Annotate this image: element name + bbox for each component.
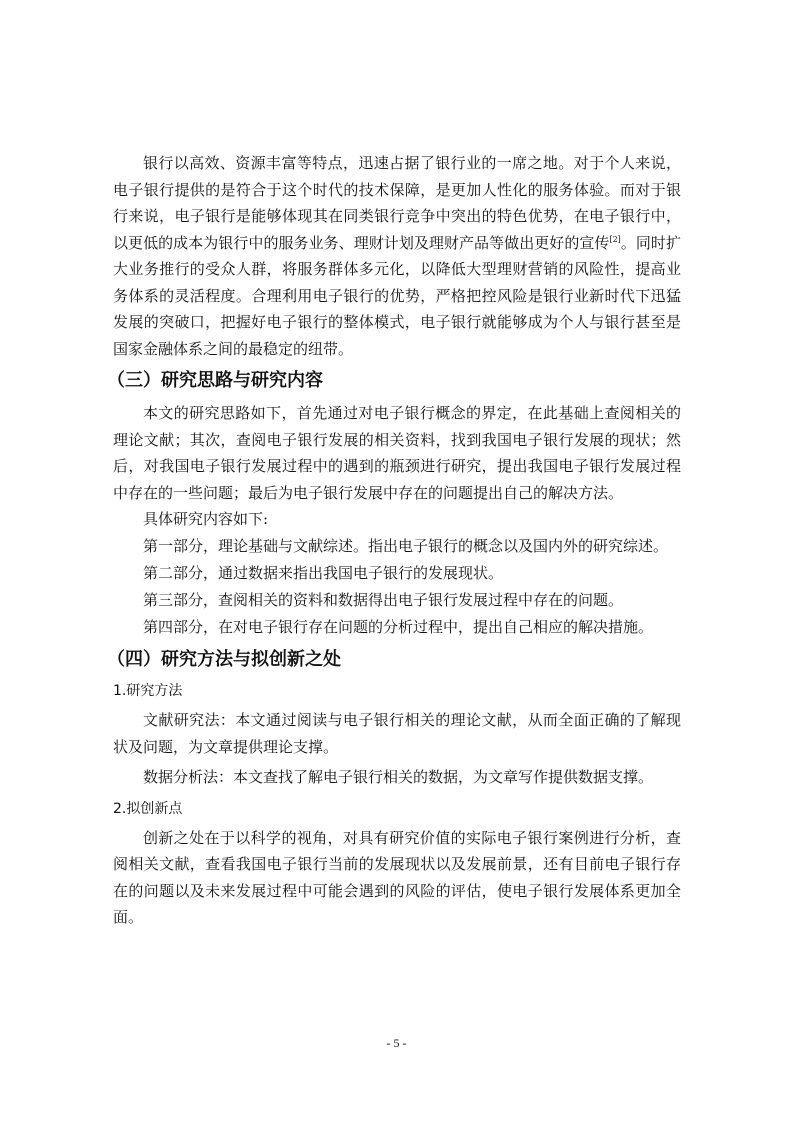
research-approach-paragraph: 本文的研究思路如下，首先通过对电子银行概念的界定，在此基础上查阅相关的理论文献；其次，查阅电子银行发展的相关资料，找到我国电子银行发展的现状；然后，对我国电子银行发展过程中的遇到的瓶颈进行研究，提出我国电子银行发展过程中存在的一些问题；最后为电子银行发展中存在的问题提出自己的解决方法。 [113, 404, 681, 502]
section-heading-3: （三）研究思路与研究内容 [107, 370, 323, 391]
subsection-heading-innovation: 2.拟创新点 [113, 800, 183, 817]
intro-text-cont: 。同时扩大业务推行的受众人群，将服务群体多元化，以降低大型理财营销的风险性，提高业务体系的灵活程度。合理利用电子银行的优势，严格把控风险是银行业新时代下迅猛发展的突破口，把握好电子银行的整体模式，电子银行就能够成为个人与银行甚至是国家金融体系之间的最稳定的纽带。 [113, 233, 681, 358]
list-item: 第一部分，理论基础与文献综述。指出电子银行的概念以及国内外的研究综述。 [143, 537, 669, 555]
innovation-paragraph: 创新之处在于以科学的视角，对具有研究价值的实际电子银行案例进行分析，查阅相关文献，查看我国电子银行当前的发展现状以及发展前景，还有目前电子银行存在的问题以及未来发展过程中可能会遇到的风险的评估，使电子银行发展体系更加全面。 [113, 828, 681, 926]
method-paragraph: 数据分析法：本文查找了解电子银行相关的数据，为文章写作提供数据支撑。 [143, 768, 654, 786]
intro-text: 银行以高效、资源丰富等特点，迅速占据了银行业的一席之地。对于个人来说，电子银行提供的是符合于这个时代的技术保障，是更加人性化的服务体验。而对于银行来说，电子银行是能够体现其在同类银行竞争中突出的特色优势，在电子银行中，以更低的成本为银行中的服务业务、理财计划及理财产品等做出更好的宣传 [113, 154, 681, 252]
intro-paragraph [113, 150, 681, 362]
list-item: 第二部分，通过数据来指出我国电子银行的发展现状。 [143, 564, 504, 582]
list-item: 第四部分，在对电子银行存在问题的分析过程中，提出自己相应的解决措施。 [143, 618, 654, 636]
page-number: - 5 - [386, 1036, 407, 1050]
method-paragraph: 文献研究法：本文通过阅读与电子银行相关的理论文献，从而全面正确的了解现状及问题，为文章提供理论支撑。 [113, 711, 681, 756]
list-item: 第三部分，查阅相关的资料和数据得出电子银行发展过程中存在的问题。 [143, 591, 624, 609]
content-intro: 具体研究内容如下: [143, 510, 269, 528]
citation-ref: [2] [609, 234, 621, 244]
subsection-heading-methods: 1.研究方法 [113, 683, 183, 699]
document-body [107, 150, 681, 931]
section-heading-4: （四）研究方法与拟创新之处 [107, 649, 341, 670]
